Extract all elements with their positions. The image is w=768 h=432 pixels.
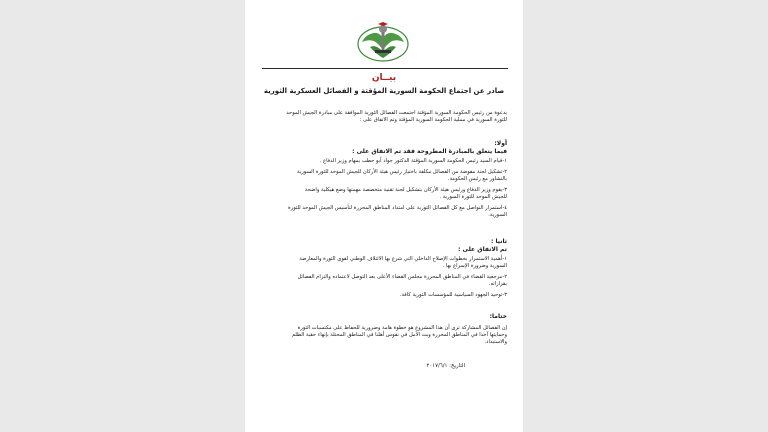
section-line: السورية. bbox=[488, 212, 507, 218]
section-line: ٢-مرجعية القضاء في المناطق المحررة مجلس القضاء الأعلى بعد التوصل لاعتماده والتزام الفصائل bbox=[297, 274, 507, 280]
intro-line: للثورة السورية في مملية الحكومة السورية المؤقتة وتم الاتفاق على : bbox=[359, 117, 507, 123]
section-line: للجيش الموحد للثورة السورية . bbox=[439, 194, 507, 200]
closing-line: والاستبداد. bbox=[484, 339, 507, 345]
section-line: ٤-استمرار التواصل مع كل الفصائل الثورية على امتداد المناطق المحررة لتأسيس الجيش الموحد للثورة bbox=[287, 205, 507, 211]
header-divider bbox=[262, 68, 508, 69]
section-line: ١-أهمية الاستمرار بخطوات الإصلاح الداخلي التي شرع بها الائتلاف الوطني لقوى الثورة والمعارضة bbox=[299, 256, 507, 262]
document-date: التاريخ: ٢٠١٧/٦/١ bbox=[426, 363, 465, 369]
emblem-logo-icon bbox=[356, 20, 410, 64]
intro-paragraph bbox=[257, 110, 507, 124]
section-heading: ثانيا : bbox=[491, 238, 507, 245]
document-page bbox=[245, 0, 523, 432]
intro-line: بدعوة من رئيس الحكومة السورية المؤقتة اجتمعت الفصائل الثورية الموافقة على مبادرة الجيش الموحد bbox=[286, 110, 507, 116]
section-line: ٢-تشكيل لجنة مفوضة من الفصائل مكلفة باختيار رئيس هيئة الأركان للجيش الموحد للثورة السورية bbox=[297, 169, 507, 175]
section-line: ٣-توحيد الجهود السياسية للمؤسسات الثورية كافة. bbox=[399, 292, 507, 298]
section-subheading: فيما يتعلق بالمبادرة المطروحة فقد تم الاتفاق على : bbox=[352, 148, 507, 155]
section-heading: أولا: bbox=[494, 140, 507, 147]
section-line: بقراراته. bbox=[488, 281, 507, 287]
closing-line: وحمايتها آخذا في المناطق المحررة وبث الأمل في نفوس أهلنا في المناطق المحتلة بإنهاء حقبة الظلم bbox=[291, 332, 507, 338]
document-title: بيــان bbox=[371, 73, 397, 83]
closing-line: إن الفصائل المشاركة ترى أن هذا المشروع هو خطوة هامة وضرورية للحفاظ على مكتسبات الثورة bbox=[297, 325, 507, 331]
section-subheading: تم الاتفاق على : bbox=[458, 246, 507, 253]
section-closing bbox=[257, 313, 507, 346]
section-line: ٣-يقوم وزير الدفاع ورئيس هيئة الأركان بتشكيل لجنة تقنية متخصصة مهمتها وضع هيكلية واضحة bbox=[304, 187, 507, 193]
section-heading: ختاما: bbox=[489, 313, 507, 320]
section-line: ١-قيام السيد رئيس الحكومة السورية المؤقتة الدكتور جواد أبو حطب بمهام وزير الدفاع . bbox=[319, 158, 507, 164]
section-line: السورية وضرورة الإسراع بها . bbox=[442, 263, 507, 269]
section-second bbox=[257, 238, 507, 299]
document-subtitle: صادر عن اجتماع الحكومة السورية المؤقتة و الفصائل العسكرية الثورية bbox=[263, 87, 505, 95]
section-first bbox=[257, 140, 507, 219]
section-line: بالتشاور مع رئيس الحكومة. bbox=[447, 176, 507, 182]
